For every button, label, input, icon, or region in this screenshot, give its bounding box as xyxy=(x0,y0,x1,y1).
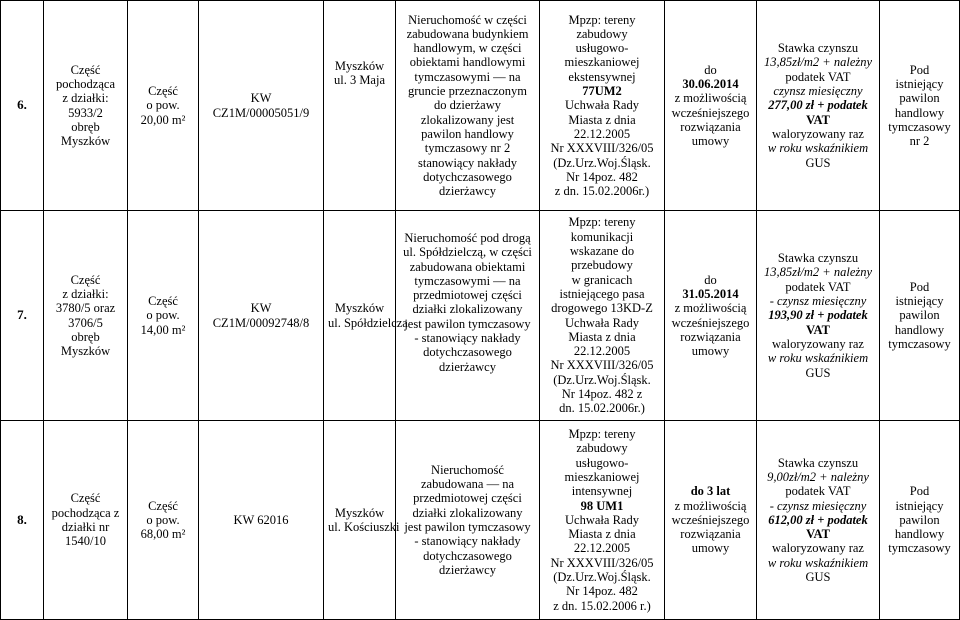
lease-term-cell: do 30.06.2014 z możliwością wcześniejszego rozwiązania umowy xyxy=(665,1,757,211)
location-cell: Myszków ul. 3 Maja xyxy=(324,1,396,211)
description-cell: Nieruchomość zabudowana — na przedmiotowej części działki zlokalizowany jest pawilon tymczasowy - stanowiący nakłady dotychczasowego dzierżawcy xyxy=(396,421,540,620)
table-row xyxy=(1,421,960,620)
rent-rate-cell: Stawka czynszu 13,85zł/m2 + należny podatek VAT czynsz miesięczny 277,00 zł + podatek VAT waloryzowany raz w roku wskaźnikiem GUS xyxy=(757,1,880,211)
lease-term-cell: do 31.05.2014 z możliwością wcześniejszego rozwiązania umowy xyxy=(665,211,757,421)
location-cell: Myszków ul. Spółdzielcza xyxy=(324,211,396,421)
rent-rate-cell: Stawka czynszu 9,00zł/m2 + należny podatek VAT - czynsz miesięczny 612,00 zł + podatek VAT waloryzowany raz w roku wskaźnikiem GUS xyxy=(757,421,880,620)
area-cell: Część o pow. 14,00 m² xyxy=(128,211,199,421)
zoning-plan-cell: Mpzp: tereny zabudowy usługowo- mieszkaniowej ekstensywnej 77UM2 Uchwała Rady Miasta z dnia 22.12.2005 Nr XXXVIII/326/05 (Dz.Urz.Woj.Śląsk. Nr 14poz. 482 z dn. 15.02.2006r.) xyxy=(540,1,665,211)
zoning-plan-cell: Mpzp: tereny komunikacji wskazane do przebudowy w granicach istniejącego pasa drogowego 13KD-Z Uchwała Rady Miasta z dnia 22.12.2005 Nr XXXVIII/326/05 (Dz.Urz.Woj.Śląsk. Nr 14poz. 482 z dn. 15.02.2006r.) xyxy=(540,211,665,421)
description-cell: Nieruchomość w części zabudowana budynkiem handlowym, w części obiektami handlowymi tymczasowymi — na gruncie przeznaczonym do dzierżawy zlokalizowany jest pawilon handlowy tymczasowy nr 2 stanowiący nakłady dotychczasowego dzierżawcy xyxy=(396,1,540,211)
land-registry-cell: KW 62016 xyxy=(199,421,324,620)
purpose-cell: Pod istniejący pawilon handlowy tymczasowy nr 2 xyxy=(880,1,960,211)
table-row xyxy=(1,1,960,211)
land-registry-cell: KW CZ1M/00005051/9 xyxy=(199,1,324,211)
location-cell: Myszków ul. Kościuszki xyxy=(324,421,396,620)
purpose-cell: Pod istniejący pawilon handlowy tymczasowy xyxy=(880,211,960,421)
parcel-cell: Część pochodząca z działki: 5933/2 obręb Myszków xyxy=(44,1,128,211)
purpose-cell: Pod istniejący pawilon handlowy tymczasowy xyxy=(880,421,960,620)
row-number: 8. xyxy=(1,421,44,620)
zoning-plan-cell: Mpzp: tereny zabudowy usługowo- mieszkaniowej intensywnej 98 UM1 Uchwała Rady Miasta z dnia 22.12.2005 Nr XXXVIII/326/05 (Dz.Urz.Woj.Śląsk. Nr 14poz. 482 z dn. 15.02.2006 r.) xyxy=(540,421,665,620)
description-cell: Nieruchomość pod drogą ul. Spółdzielczą, w części zabudowana obiektami tymczasowymi — na przedmiotowej części działki zlokalizowany jest pawilon tymczasowy - stanowiący nakłady dotychczasowego dzierżawcy xyxy=(396,211,540,421)
land-registry-cell: KW CZ1M/00092748/8 xyxy=(199,211,324,421)
area-cell: Część o pow. 68,00 m² xyxy=(128,421,199,620)
row-number: 6. xyxy=(1,1,44,211)
rent-rate-cell: Stawka czynszu 13,85zł/m2 + należny podatek VAT - czynsz miesięczny 193,90 zł + podatek VAT waloryzowany raz w roku wskaźnikiem GUS xyxy=(757,211,880,421)
parcel-cell: Część z działki: 3780/5 oraz 3706/5 obręb Myszków xyxy=(44,211,128,421)
lease-term-cell: do 3 lat z możliwością wcześniejszego rozwiązania umowy xyxy=(665,421,757,620)
table-row xyxy=(1,211,960,421)
area-cell: Część o pow. 20,00 m² xyxy=(128,1,199,211)
parcel-cell: Część pochodząca z działki nr 1540/10 xyxy=(44,421,128,620)
row-number: 7. xyxy=(1,211,44,421)
